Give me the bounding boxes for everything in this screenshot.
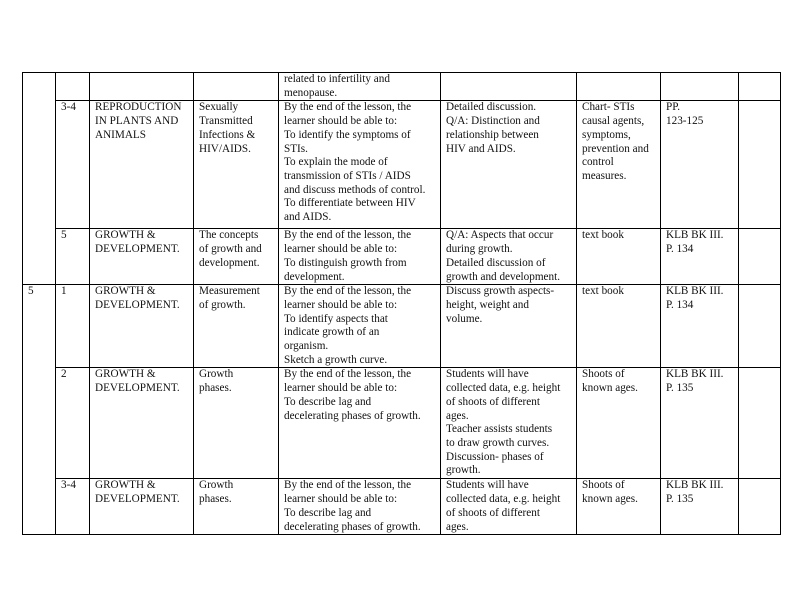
table-row bbox=[23, 229, 781, 285]
week-cell bbox=[23, 73, 56, 285]
remarks-cell bbox=[739, 73, 781, 101]
topic-cell: REPRODUCTION IN PLANTS AND ANIMALS bbox=[90, 101, 194, 229]
topic-cell: GROWTH & DEVELOPMENT. bbox=[90, 229, 194, 285]
subtopic-cell: The concepts of growth and development. bbox=[194, 229, 279, 285]
resources-cell bbox=[577, 73, 661, 101]
activities-cell: Detailed discussion. Q/A: Distinction and relationship between HIV and AIDS. bbox=[441, 101, 577, 229]
activities-cell: Q/A: Aspects that occur during growth. Detailed discussion of growth and development. bbox=[441, 229, 577, 285]
subtopic-cell: Measurement of growth. bbox=[194, 285, 279, 368]
remarks-cell bbox=[739, 479, 781, 535]
table-row bbox=[23, 479, 781, 535]
subtopic-cell bbox=[194, 73, 279, 101]
remarks-cell bbox=[739, 229, 781, 285]
lesson-cell: 3-4 bbox=[56, 101, 90, 229]
lesson-cell: 1 bbox=[56, 285, 90, 368]
references-cell: KLB BK III. P. 135 bbox=[661, 368, 739, 479]
lesson-cell: 3-4 bbox=[56, 479, 90, 535]
activities-cell: Discuss growth aspects- height, weight and volume. bbox=[441, 285, 577, 368]
activities-cell bbox=[441, 73, 577, 101]
table-row bbox=[23, 73, 781, 101]
resources-cell: text book bbox=[577, 229, 661, 285]
remarks-cell bbox=[739, 285, 781, 368]
activities-cell: Students will have collected data, e.g. height of shoots of different ages. Teacher assists students to draw growth curves. Discussion- phases of growth. bbox=[441, 368, 577, 479]
objectives-cell: By the end of the lesson, the learner should be able to: To describe lag and decelerating phases of growth. bbox=[279, 368, 441, 479]
week-cell: 5 bbox=[23, 285, 56, 535]
table-row bbox=[23, 285, 781, 368]
subtopic-cell: Sexually Transmitted Infections & HIV/AIDS. bbox=[194, 101, 279, 229]
topic-cell: GROWTH & DEVELOPMENT. bbox=[90, 479, 194, 535]
objectives-cell: By the end of the lesson, the learner should be able to: To identify the symptoms of STIs. To explain the mode of transmission of STIs / AIDS and discuss methods of control. To differentiate between HIV and AIDS. bbox=[279, 101, 441, 229]
table-row bbox=[23, 368, 781, 479]
references-cell: PP. 123-125 bbox=[661, 101, 739, 229]
scheme-of-work-table bbox=[22, 72, 781, 535]
subtopic-cell: Growth phases. bbox=[194, 368, 279, 479]
resources-cell: Shoots of known ages. bbox=[577, 368, 661, 479]
topic-cell: GROWTH & DEVELOPMENT. bbox=[90, 368, 194, 479]
objectives-cell: related to infertility and menopause. bbox=[279, 73, 441, 101]
objectives-cell: By the end of the lesson, the learner should be able to: To describe lag and decelerating phases of growth. bbox=[279, 479, 441, 535]
objectives-cell: By the end of the lesson, the learner should be able to: To identify aspects that indicate growth of an organism. Sketch a growth curve. bbox=[279, 285, 441, 368]
subtopic-cell: Growth phases. bbox=[194, 479, 279, 535]
remarks-cell bbox=[739, 101, 781, 229]
lesson-cell bbox=[56, 73, 90, 101]
references-cell bbox=[661, 73, 739, 101]
resources-cell: text book bbox=[577, 285, 661, 368]
table-row bbox=[23, 101, 781, 229]
remarks-cell bbox=[739, 368, 781, 479]
references-cell: KLB BK III. P. 135 bbox=[661, 479, 739, 535]
resources-cell: Chart- STIs causal agents, symptoms, prevention and control measures. bbox=[577, 101, 661, 229]
resources-cell: Shoots of known ages. bbox=[577, 479, 661, 535]
activities-cell: Students will have collected data, e.g. height of shoots of different ages. bbox=[441, 479, 577, 535]
lesson-cell: 5 bbox=[56, 229, 90, 285]
topic-cell bbox=[90, 73, 194, 101]
references-cell: KLB BK III. P. 134 bbox=[661, 285, 739, 368]
topic-cell: GROWTH & DEVELOPMENT. bbox=[90, 285, 194, 368]
references-cell: KLB BK III. P. 134 bbox=[661, 229, 739, 285]
lesson-cell: 2 bbox=[56, 368, 90, 479]
objectives-cell: By the end of the lesson, the learner should be able to: To distinguish growth from development. bbox=[279, 229, 441, 285]
